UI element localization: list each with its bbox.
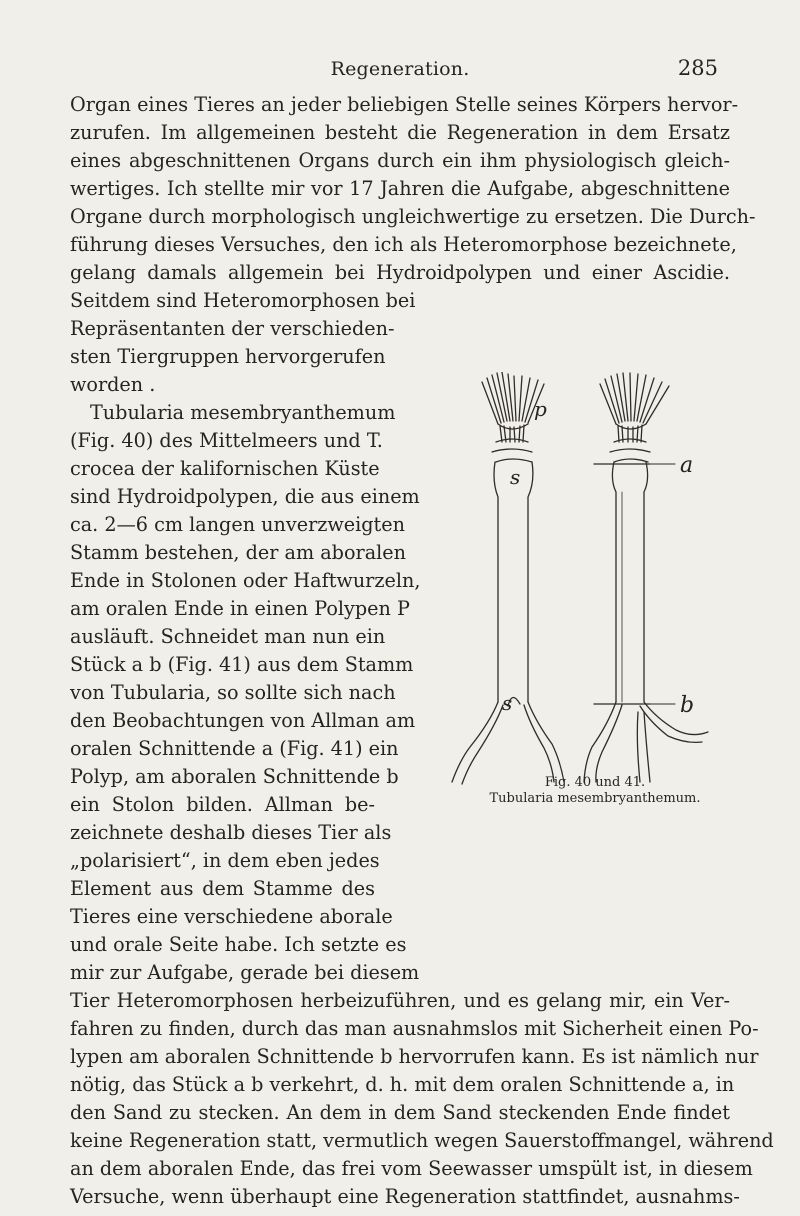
label-p: p	[534, 397, 547, 421]
text-line: sind Hydroidpolypen, die aus einem	[70, 485, 420, 508]
text-line: sten Tiergruppen hervorgerufen	[70, 345, 386, 368]
text-line: Tieres eine verschiedene aborale	[70, 905, 393, 928]
text-line: Tier Heteromorphosen herbeizuführen, und es gelang mir, ein Ver-	[70, 989, 730, 1012]
text-line: crocea der kalifornischen Küste	[70, 457, 380, 480]
caption-line-2: Tubularia mesembryanthemum.	[489, 791, 701, 806]
text-line: ausläuft. Schneidet man nun ein	[70, 625, 386, 648]
text-line: nötig, das Stück a b verkehrt, d. h. mit dem oralen Schnittende a, in	[70, 1073, 735, 1096]
text-line: den Sand zu stecken. An dem in dem Sand steckenden Ende findet	[70, 1101, 730, 1124]
text-line: führung dieses Versuches, den ich als Heteromorphose bezeichnete,	[70, 233, 737, 256]
text-line: lypen am aboralen Schnittende b hervorrufen kann. Es ist nämlich nur	[70, 1045, 759, 1068]
text-line: keine Regeneration statt, vermutlich wegen Sauerstoffmangel, während	[70, 1129, 774, 1152]
text-line: zurufen. Im allgemeinen besteht die Regeneration in dem Ersatz	[70, 121, 730, 144]
page-header	[0, 50, 800, 90]
text-line: ca. 2—6 cm langen unverzweigten	[70, 513, 405, 536]
text-line: mir zur Aufgabe, gerade bei diesem	[70, 961, 420, 984]
text-line: Seitdem sind Heteromorphosen bei	[70, 289, 416, 312]
fig40-tubularia-polyp	[452, 372, 564, 784]
text-line: Tubularia mesembryanthemum	[90, 401, 396, 424]
text-line: an dem aboralen Ende, das frei vom Seewasser umspült ist, in diesem	[70, 1157, 753, 1180]
text-line: Organ eines Tieres an jeder beliebigen Stelle seines Körpers hervor-	[70, 93, 739, 116]
text-line: Organe durch morphologisch ungleichwertige zu ersetzen. Die Durch-	[70, 205, 756, 228]
text-line: „polarisiert“, in dem eben jedes	[70, 849, 380, 872]
label-s-top: s	[510, 465, 521, 489]
figure-caption	[445, 775, 745, 807]
tubularia-figure	[440, 372, 750, 792]
text-line: (Fig. 40) des Mittelmeers und T.	[70, 429, 383, 452]
label-s-bottom: s	[502, 691, 513, 715]
text-line: von Tubularia, so sollte sich nach	[70, 681, 396, 704]
text-line: ein Stolon bilden. Allman be-	[70, 793, 375, 816]
text-line: Ende in Stolonen oder Haftwurzeln,	[70, 569, 421, 592]
text-line: Element aus dem Stamme des	[70, 877, 375, 900]
label-b: b	[680, 693, 695, 718]
text-line: Polyp, am aboralen Schnittende b	[70, 765, 399, 788]
caption-line-1: Fig. 40 und 41.	[544, 775, 646, 790]
page-number: 285	[677, 56, 718, 80]
text-line: wertiges. Ich stellte mir vor 17 Jahren die Aufgabe, abgeschnittene	[70, 177, 730, 200]
text-line: den Beobachtungen von Allman am	[70, 709, 416, 732]
text-line: am oralen Ende in einen Polypen P	[70, 597, 410, 620]
text-line: zeichnete deshalb dieses Tier als	[70, 821, 392, 844]
text-line: gelang damals allgemein bei Hydroidpolypen und einer Ascidie.	[70, 261, 730, 284]
text-line: Stück a b (Fig. 41) aus dem Stamm	[70, 653, 414, 676]
text-line: Repräsentanten der verschieden-	[70, 317, 395, 340]
label-a: a	[680, 453, 694, 478]
text-line: Stamm bestehen, der am aboralen	[70, 541, 406, 564]
fig41-tubularia-cut-piece	[584, 373, 708, 782]
text-line: oralen Schnittende a (Fig. 41) ein	[70, 737, 399, 760]
running-title: Regeneration.	[330, 58, 470, 80]
text-line: worden .	[70, 373, 156, 396]
text-line: fahren zu finden, durch das man ausnahmslos mit Sicherheit einen Po-	[70, 1017, 759, 1040]
text-line: eines abgeschnittenen Organs durch ein ihm physiologisch gleich-	[70, 149, 730, 172]
text-line: Versuche, wenn überhaupt eine Regeneration stattfindet, ausnahms-	[70, 1185, 740, 1208]
text-line: und orale Seite habe. Ich setzte es	[70, 933, 407, 956]
